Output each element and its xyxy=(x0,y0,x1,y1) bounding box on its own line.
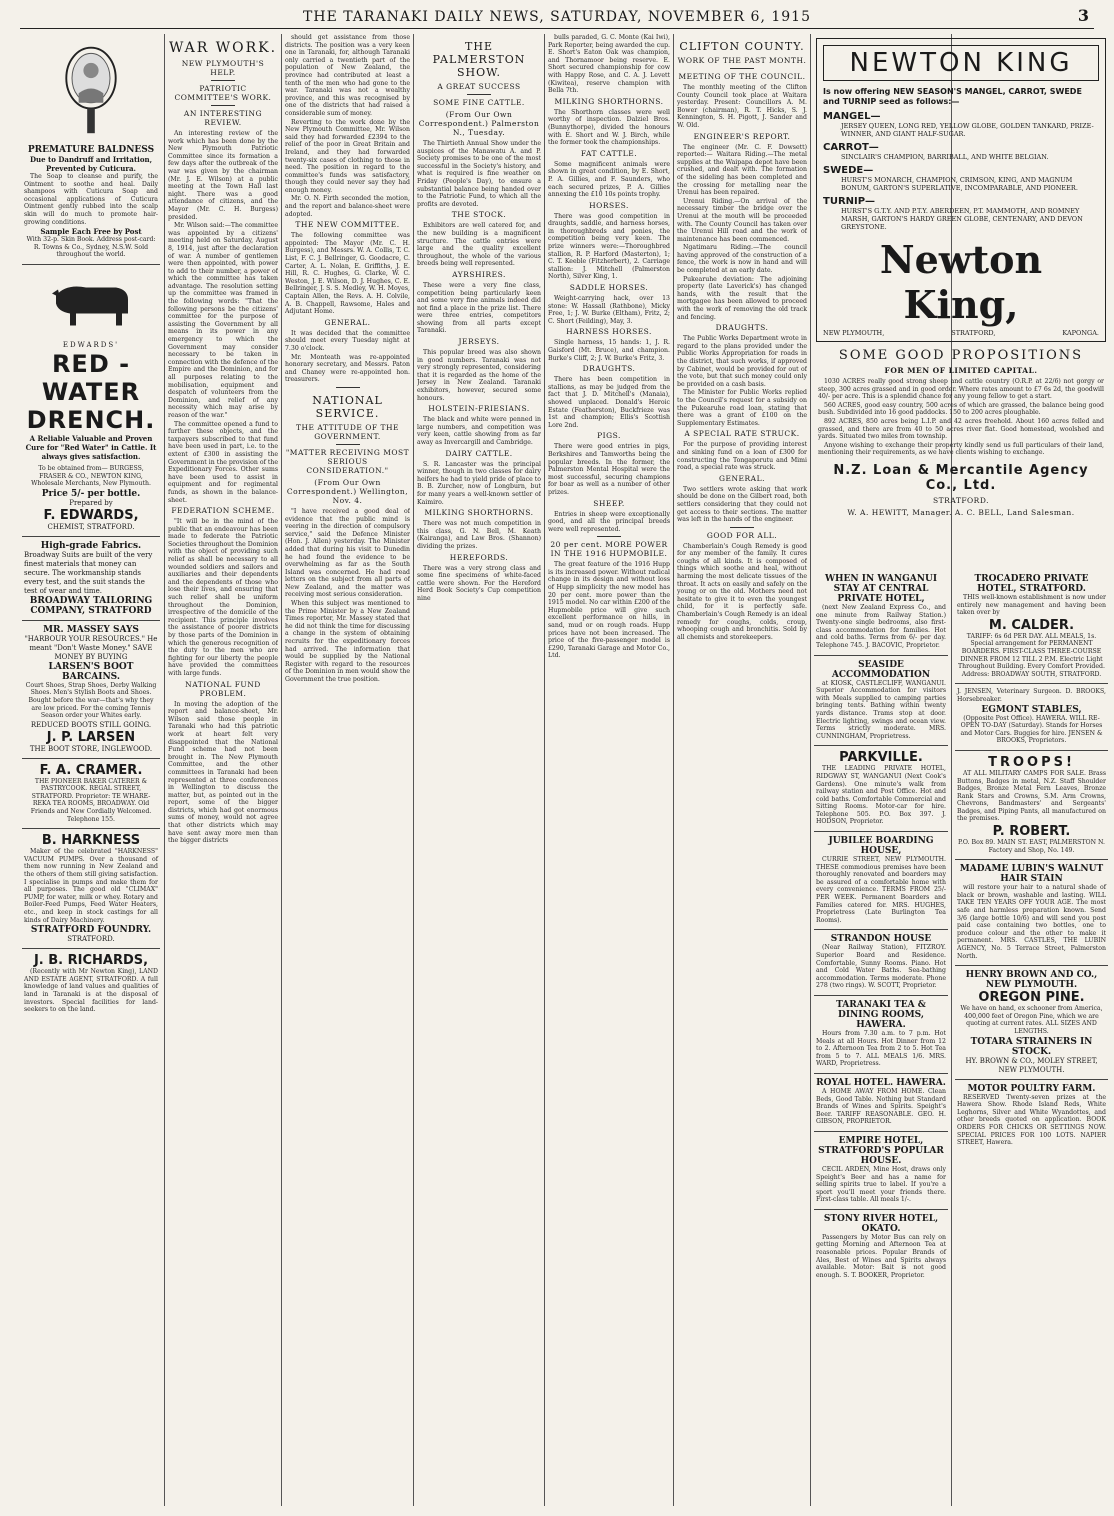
war-work-sub1: NEW PLYMOUTH'S HELP. xyxy=(181,59,265,77)
palmerston-para: There has been competition in stallions, as may be judged from the fact that J. D. Mitchell's (Manaia), showed unplaced. Donald's Heroic Estate (Featherston), Buckfrieze was 1st and champion; Ellis's Scottish Lore 2nd. xyxy=(548,376,670,429)
palmerston-para: bulls paraded, G. C. Monte (Kai Iwi), Park Reporter, being awarded the cup. E. Short's Eaton Oak was champion, and Thornamoor being reserve. E. Short secured championship for cow with Happy Rose, and C. A. J. Levett (Kiwitea), reserve champion with Bella 7th. xyxy=(548,34,670,95)
war-work-para: In moving the adoption of the report and balance-sheet, Mr. Wilson said those people in Taranaki who had this patriotic work at heart felt very disappointed that the National Fund scheme had not been brought in. The New Plymouth Committee, and the other committees in Taranaki had been represented at three conferences in Wellington to discuss the matter, but, as pointed out in the report, some of the bigger districts, which had got enormous sums of money, would not agree that other districts which may have sent away more men than the bigger districts xyxy=(168,700,278,845)
national-service-para: "I have received a good deal of evidence that the public mind is veering in the direction of compulsory service," said the Defence Minister (Hon. J. Allen) yesterday. The Minister added that during his visit to Dunedin he had found the evidence to be overwhelming as far as the South Island was concerned. He had read letters on the subject from all parts of New Zealand, and the matter was receiving most serious consideration. xyxy=(285,507,410,599)
national-service-para: When this subject was mentioned to the Prime Minister by a New Zealand Times reporter, Mr. Massey stated that he did not think the time for discussing a change in the system of obtaining recruits for the expeditionary forces had arrived. The information that would be supplied by the National Register with regard to the resources of the Dominion in men would show the Government the true position. xyxy=(285,600,410,683)
strandon-title: STRANDON HOUSE xyxy=(830,934,932,945)
cramer-ad xyxy=(22,759,160,830)
reduced-boots: REDUCED BOOTS STILL GOING. xyxy=(30,720,152,729)
stony-title: STONY RIVER HOTEL, OKATO. xyxy=(823,1213,939,1234)
hbrown2: HY. BROWN & CO., MOLEY STREET, NEW PLYMOUTH. xyxy=(965,1056,1098,1074)
trocadero-ad xyxy=(955,570,1108,684)
sheep-head: SHEEP. xyxy=(593,498,625,508)
cuticura-ad xyxy=(22,34,160,265)
redwater-sub: A Reliable Valuable and Proven Cure for "Red Water" in Cattle. It always gives satisfaction. xyxy=(25,433,157,461)
cow-illustration xyxy=(46,273,136,333)
nk-new-plymouth: NEW PLYMOUTH, xyxy=(823,329,885,337)
richards-ad xyxy=(22,949,160,1019)
poultry-body: RESERVED Twenty-seven prizes at the Hawera Show. Rhode Island Reds, White Leghorns, Silver and White Wyandottes, and other breeds quoted on application. BOOK ORDERS FOR CHICKS OR SETTINGS NOW. SPECIAL PRICES FOR 100 LOTS. NAPIER STREET, Hawera. xyxy=(957,1093,1106,1147)
newton-king-ad xyxy=(814,34,1108,564)
royal-hotel-ad xyxy=(814,1074,948,1132)
parkville-title: PARKVILLE. xyxy=(839,750,923,766)
column-palmerston-cont xyxy=(548,34,670,1506)
saddle-head: SADDLE HORSES. xyxy=(569,283,649,293)
page-number: 3 xyxy=(1077,6,1090,25)
proposition: 892 ACRES, 850 acres being L.I.P. and 42 acres freehold. About 160 acres felled and grassed, and there are from 40 to 50 acres river flat. Good homestead, woolshed and yards. Situated two miles from township. xyxy=(818,417,1104,441)
strandon-body: (Near Railway Station), FITZROY. Superior Board and Residence. Comfortable, Sunny Rooms. Piano. Hot and Cold Water Baths. Sea-bathing accommodation. Terms moderate. Phone 278 (two rings). W. SCOTT, Proprietor. xyxy=(816,944,946,990)
nk-script: Newton King, xyxy=(879,237,1043,327)
war-work-para: The following committee was appointed: The Mayor (Mr. C. H. Burgess), and Messrs. W. A. Collis, T. C. List, F. C. J. Bellringer, G. Goodacre, C. Carter, A. L. Nolan, E. Griffiths, J. E. Hill, R. C. Hughes, G. Clarke, W. C. Weston, J. E. Wilson, D. J. Hughes, C. E. Bellringer, J. S. S. Medley, W. H. Moyes, Captain Allen, the Revs. A. H. Colvile, A. B. Chappell, Rawsome, Hales and Adjutant Home. xyxy=(285,232,410,316)
palmerston-para: This popular breed was also shown in good numbers. Taranaki was not very strongly represented, considering that it is regarded as the home of the Jersey in New Zealand. Taranaki exhibitors, however, secured some honours. xyxy=(417,349,541,402)
war-work-para: The committee opened a fund to further these objects, and the taxpayers subscribed to that fund have been used in part, i.e. to the extent of £300 in assisting the Government in the provision of the Expeditionary Forces. Other sums have been used to assist in equipment and for regimental funds, as shown in the balance-sheet. xyxy=(168,420,278,504)
jubilee-ad xyxy=(814,832,948,930)
empire-hotel-ad xyxy=(814,1132,948,1210)
palmerston-para: The Thirtieth Annual Show under the auspices of the Manawatu A. and P. Society promises to be one of the most successful in the Society's history, and what is required is fine weather on Friday (People's Day), to ensure a substantial balance being handed over to the Patriotic Fund, to which all the profits are devoted. xyxy=(417,140,541,208)
nk-intro: Is now offering NEW SEASON'S MANGEL, CARROT, SWEDE and TURNIP seed as follows:— xyxy=(823,87,1082,106)
central-body: (next New Zealand Express Co., and one minute from Railway Station.) Twenty-one single bedrooms, also first-class accommodation for families. Hot and cold baths. Terms from 6/- per day. Telephone 745. J. BACOVIC, Proprietor. xyxy=(816,604,946,649)
premature-body: The Soap to cleanse and purify, the Ointment to soothe and heal. Daily shampoos with Cuticura Soap and occasional applications of Cuticura Ointment gently rubbed into the scalp skin will do much to promote hair-growing conditions. xyxy=(24,173,158,226)
general-head: GENERAL. xyxy=(719,473,765,483)
tearooms-body: Hours from 7.30 a.m. to 7 p.m. Hot Meals at all Hours. Hot Dinner from 12 to 2. Afternoon Tea from 2 to 5. Hot Tea from 5 to 7. ALL MEALS 1/6. MRS. WARD, Proprietress. xyxy=(816,1029,946,1068)
royal-title: ROYAL HOTEL. HAWERA. xyxy=(816,1077,946,1088)
clifton-para: Ngatimaru Riding.—The council having approved of the construction of a fence, the work is now in hand and will be completed at an early date. xyxy=(677,244,807,275)
separator xyxy=(467,94,491,95)
cramer-name: F. A. CRAMER. xyxy=(39,762,143,778)
larsen-name: J. P. LARSEN xyxy=(46,729,136,745)
hupmobile-head: 20 per cent. MORE POWER IN THE 1916 HUPMOBILE. xyxy=(550,540,668,559)
empire-title: EMPIRE HOTEL, STRATFORD'S POPULAR HOUSE. xyxy=(818,1135,944,1166)
broadway-name: BROADWAY TAILORING COMPANY, STRATFORD xyxy=(29,595,153,616)
war-work-para: Mr. Monteath was re-appointed honorary secretary, and Messrs. Paton and Chaney were re-appointed hon. treasurers. xyxy=(285,353,410,384)
nk-carrot: CARROT— xyxy=(823,142,879,153)
column-ads-right xyxy=(955,570,1108,1506)
national-service-title: NATIONAL SERVICE. xyxy=(312,393,383,420)
hupmobile-para: The great feature of the 1916 Hupp is its increased power. Without radical change in its design and without loss of Hupp simplicity the new model has 20 per cent. more power than the 1915 model. No car within £200 of the Hupmobile price will give such excellent performance on hills, in sand, mud or on rough roads. Hupp prices have not been increased. The price of the five-passenger model is £290, Taranaki Garage and Motor Co., Ltd. xyxy=(548,561,670,660)
palmerston-para: There was good competition in draughts, saddle, and harness horses, in thoroughbreds and ponies, the competition being very keen. The prize winners were:—Thoroughbred stallion, R. P. Harford (Masterton), 1; C. T. Keeble (Fitzherbert), 2. Carriage stallion: J. Mitchell (Palmerston North), Silver King, 1. xyxy=(548,212,670,281)
troops-body: AT ALL MILITARY CAMPS FOR SALE. Brass Buttons, Badges in metal, N.Z. Staff Shoulder Badges, Bronze Metal Fern Leaves, Bronze Rank Stars and Crowns, S.M. Arm Crowns, Chevrons, Bandmasters' and Sergeants' Badges, and Piping Pants, all manufactured on the premises. xyxy=(957,769,1106,823)
nk-carrot-items: SINCLAIR'S CHAMPION, BARRIBALL, AND WHITE BELGIAN. xyxy=(841,153,1049,161)
central-title: WHEN IN WANGANUI STAY AT CENTRAL PRIVATE HOTEL, xyxy=(824,574,938,604)
harkness-name: B. HARKNESS xyxy=(41,833,141,849)
column-palmerston-show xyxy=(417,34,541,1506)
proposition: Anyone wishing to exchange their property kindly send us full particulars of their land, mentioning their requirements, as we have clients wishing to exchange. xyxy=(818,441,1104,457)
larsen-address: THE BOOT STORE, INGLEWOOD. xyxy=(29,744,153,753)
royal-body: A HOME AWAY FROM HOME. Clean Beds, Good Table. Nothing but Standard Brands of Wines and Spirits. Speight's Beer. TARIFF REASONABLE. GEO. H. GIBSON, PROPRIETOR. xyxy=(816,1087,946,1126)
clifton-para: The engineer (Mr. C. F. Dowsett) reported:— Waitara Riding.—The metal supplies at the Waipapa depot have been crushed, and dealt with. The formation of the sideling has been completed and the crossing for metalling near the Urenui has been repaired. xyxy=(677,143,807,197)
separator xyxy=(730,68,754,69)
clifton-para: Two settlers wrote asking that work should be done on the Gilbert road, both settlers considering that they could not get access to their sections. The matter was left in the hands of the engineer. xyxy=(677,485,807,524)
harkness-body: Maker of the celebrated "HARKNESS" VACUUM PUMPS. Over a thousand of them now running in New Zealand and the others of them still giving satisfaction. I specialise in pumps and make them for all purposes. The good old "CLIMAX" PUMP, for water, milk or whey. Rotary and Boiler-Feed Pumps, Feed Water Heaters, etc., and keep in stock castings for all kinds of Dairy Machinery. xyxy=(24,848,158,924)
edwards-ad xyxy=(22,265,160,537)
clifton-para: The Minister for Public Works replied to the Council's request for a subsidy on the Pukearuhe road loan, stating that there was a grant of £100 on the Supplementary Estimates. xyxy=(677,389,807,427)
stony-body: Passengers by Motor Bus can rely on getting Morning and Afternoon Tea at reasonable prices. Popular Brands of Ales, Best of Wines and Spirits always available. Motor: Bait is not good enough. S. T. BOOKER, Proprietor. xyxy=(816,1233,946,1279)
palmerston-para: The black and white were penned in large numbers, and competition was very keen, cattle showing from as far away as Invercargill and Cambridge. xyxy=(417,416,541,446)
nz-loan-sub: STRATFORD. xyxy=(933,495,989,505)
premature-sample: Sample Each Free by Post xyxy=(40,227,142,237)
horses-head: HORSES. xyxy=(589,200,629,210)
separator xyxy=(211,105,235,106)
national-service-sub: THE ATTITUDE OF THE GOVERNMENT. xyxy=(296,422,399,441)
empire-body: CECIL ARDEN, Mine Host, draws only Speight's Beer and has a name for selling spirits true to label. If you're a sport you'll meet your friends there. First-class table. All meals 1/-. xyxy=(816,1165,946,1204)
ayrshires-head: AYRSHIRES. xyxy=(452,269,506,279)
war-work-para: It was decided that the committee should meet every Tuesday night at 7.30 o'clock. xyxy=(285,329,410,352)
palmerston-sub2: SOME FINE CATTLE. xyxy=(433,98,525,107)
national-service-dateline: (From Our Own Correspondent.) Wellington, Nov. 4. xyxy=(286,477,409,505)
nk-mangel-items: JERSEY QUEEN, LONG RED, YELLOW GLOBE, GOLDEN TANKARD, PRIZE-WINNER, AND GIANT HALF-SUGAR. xyxy=(841,122,1094,138)
seaside-title: SEASIDE ACCOMMODATION xyxy=(831,659,931,680)
egmont-body: (Opposite Post Office). HAWERA. WILL RE-OPEN TO-DAY (Saturday). Stands for Horses and Motor Cars. Buggies for hire. JENSEN & BROOKS, Proprietors. xyxy=(960,714,1103,745)
nk-locations xyxy=(823,329,1099,337)
robert-name: P. ROBERT. xyxy=(992,824,1071,840)
clifton-title: CLIFTON COUNTY. xyxy=(679,40,805,53)
column-rule xyxy=(164,34,165,1506)
masthead-title: THE TARANAKI DAILY NEWS, SATURDAY, NOVEMBER 6, 1915 xyxy=(303,9,811,25)
column-rule xyxy=(544,34,545,1506)
poultry-ad xyxy=(955,1080,1108,1152)
egmont-title: EGMONT STABLES, xyxy=(981,704,1082,715)
broadway-body: Broadway Suits are built of the very finest materials that money can secure. The workmanship stands every test, and the suit stands the test of wear and time. xyxy=(24,550,153,595)
troops-title: TROOPS! xyxy=(988,754,1075,770)
separator xyxy=(597,536,621,537)
larsen-body: Court Shoes, Strap Shoes, Derby Walking Shoes. Men's Stylish Boots and Shoes. Bought before the war—that's why they are low priced. For the coming Tennis Season order your Whites early. xyxy=(25,681,157,720)
trocadero-title: TROCADERO PRIVATE HOTEL, STRATFORD. xyxy=(974,574,1089,594)
war-work-para: "It will be in the mind of the public that an endeavour has been made to federate the Patriotic Societies throughout the Dominion with the object of providing such relief as shall be necessary to all wounded soldiers and sailors and auxiliaries and their dependents and the dependents of those who lose their lives, and ensuring that such relief shall be uniform throughout the Dominion, irrespective of the domicile of the recipient. This principle involves the assistance of poorer districts by those parts of the Dominion in which the generous recognition of the duty to the men who are fighting for our liberty the people have provided the committees with large funds. xyxy=(168,518,278,677)
clifton-para: Urenui Riding.—On arrival of the necessary timber the bridge over the Urenui at the mouth will be proceeded with. The County Council has taken over the Urenui Hill road and the work of maintenance has been commenced. xyxy=(677,197,807,243)
oregon-body: We have on hand, ex schooner from America, 400,000 feet of Oregon Pine, which we are quoting at current rates. ALL SIZES AND LENGTHS. xyxy=(960,1005,1103,1035)
lubin-ad xyxy=(955,860,1108,966)
larsen-ad xyxy=(22,621,160,759)
poultry-title: MOTOR POULTRY FARM. xyxy=(967,1083,1096,1094)
trocadero-body: THIS well-known establishment is now under entirely new management and having been taken over by xyxy=(957,594,1106,617)
herefords-head: HEREFORDS. xyxy=(449,552,509,562)
parkville-body: THE LEADING PRIVATE HOTEL, RIDGWAY ST, WANGANUI (Next Cook's Gardens). One minute's walk from railway station and Post Office. Hot and cold baths. Comfortable Commercial and Sitting Rooms. Motor-car for hire. Telephone 505. P.O. Box 397. J. HODSON, Proprietor. xyxy=(816,765,946,826)
draughts-head: DRAUGHTS. xyxy=(582,364,636,374)
tearooms-title: TARANAKI TEA & DINING ROOMS, HAWERA. xyxy=(836,999,926,1030)
totara-title: TOTARA STRAINERS IN STOCK. xyxy=(970,1036,1093,1057)
seaside-body: at KIOSK, CASTLECLIFF, WANGANUI. Superior Accommodation for visitors with Meals supplied to camping parties bringing tents. Bathing within twenty yards distance. Trams stop at door. Electric lighting, swings and ocean view. Terms strictly moderate. MRS. CUNNINGHAM, Proprietress. xyxy=(816,679,946,740)
clifton-sub1: WORK OF THE PAST MONTH. xyxy=(677,56,807,65)
column-rule xyxy=(281,34,282,1506)
hand-mirror-illustration xyxy=(46,42,136,137)
milking-head: MILKING SHORTHORNS. xyxy=(424,508,534,518)
separator xyxy=(211,80,235,81)
calder-body: TARIFF: 6s 6d PER DAY. ALL MEALS, 1s. Special arrangement for PERMANENT BOARDERS. FIRST-CLASS THREE-COURSE DINNER FROM 12 TILL 2 P.M. Electric Light Throughout Building. Every Comfort Provided. Address: BROADWAY SOUTH, STRATFORD. xyxy=(958,632,1105,678)
good-for-all-head: GOOD FOR ALL. xyxy=(706,530,778,540)
central-hotel-ad xyxy=(814,570,948,656)
milking-head: MILKING SHORTHORNS. xyxy=(554,96,664,106)
clifton-para: Pukearuhe deviation: The adjoining property (late Laverick's) has changed hands, with the result that the mortgagee has been allowed to proceed with the work of removing the old track and fencing. xyxy=(677,275,807,321)
fat-cattle-head: FAT CATTLE. xyxy=(580,148,638,158)
nk-title: NEWTON KING xyxy=(823,45,1099,81)
nk-swede: SWEDE— xyxy=(823,165,874,176)
stony-river-ad xyxy=(814,1210,948,1285)
jubilee-body: CURRIE STREET, NEW PLYMOUTH. THESE commodious premises have been thoroughly renovated and boarders may be assured of a comfortable home with every convenience. TERMS FROM 25/- PER WEEK. Permanent Boarders and Families catered for. MRS. HUGHES, Proprietress (Late Burlington Tea Rooms). xyxy=(816,856,946,924)
seaside-ad xyxy=(814,656,948,747)
separator xyxy=(730,527,754,528)
some-good-title: SOME GOOD PROPOSITIONS xyxy=(838,348,1084,363)
separator xyxy=(336,387,360,388)
column-rule xyxy=(673,34,674,1506)
column-ads-left xyxy=(22,34,160,1506)
some-good-sub: FOR MEN OF LIMITED CAPITAL. xyxy=(884,366,1038,375)
richards-body: (Recently with Mr Newton King), LAND AND ESTATE AGENT, STRATFORD. A full knowledge of land values and qualities of land in Taranaki is at the disposal of investors. Special facilities for land-seekers to on the land. xyxy=(24,968,158,1014)
highgrade-title: High-grade Fabrics. xyxy=(40,540,142,551)
proposition: 1030 ACRES really good strong sheep and cattle country (O.R.P. at 22/6) not gorgy or steep, 300 acres grassed and in good order. Where rates amount to £7 6s 2d, the goodwill 40/- per acre. This is a splendid chance for any young fellow to get a start. xyxy=(818,378,1104,401)
lubin-body: will restore your hair to a natural shade of black or brown, washable and lasting. WILL TAKE TEN YEARS OFF YOUR AGE. The most safe and harmless preparation known. Send 3/6 (large bottle 10/6) and will send you post paid case containing two bottles, one to produce colour and the other to make it permanent. MRS. CASTLES, THE LUBIN AGENCY, No. 5 Terrace Street, Palmerston North. xyxy=(957,884,1106,960)
tearooms-ad xyxy=(814,996,948,1074)
foundry-name: STRATFORD FOUNDRY. xyxy=(30,925,152,936)
premature-sub: Due to Dandruff and Irritation, Prevented by Cuticura. xyxy=(29,155,153,173)
richards-name: J. B. RICHARDS, xyxy=(33,953,149,969)
column-rule xyxy=(810,34,811,1506)
pigs-head: PIGS. xyxy=(597,431,621,441)
war-work-para: should get assistance from those districts. The position was a very keen one in Taranaki, for, although Taranaki only carried a twentieth part of the population of New Zealand, the province had contributed at least a tenth of the men who had gone to the war. Taranaki was not a wealthy province, and this was recognised by one of the districts that had raised a considerable sum of money. xyxy=(285,34,410,117)
prepared-by: Prepared by xyxy=(69,498,113,507)
proposition: 560 ACRES, good easy country, 500 acres of which are grassed, the balance being good bush. Subdivided into 16 good paddocks. 150 to 200 acres ploughable. xyxy=(818,401,1104,417)
fedwards-name: F. EDWARDS, xyxy=(43,507,139,523)
palmerston-para: Single harness, 15 hands: 1, J. R. Gaisford (Mt. Bruce), and champion. Burke's Cliff, 2; J. W. Burke's Fritz, 3. xyxy=(548,339,670,362)
palmerston-para: There were good entries in pigs, Berkshires and Tamworths being the popular breeds. In the former, the Palmerston Mental Hospital were the most successful, securing champions for boar as well as a number of other prizes. xyxy=(548,443,670,496)
draughts-head: DRAUGHTS. xyxy=(715,323,769,333)
war-work-para: Reverting to the work done by the New Plymouth Committee, Mr. Wilson said they had forwarded £2394 to the relief of the poor in Great Britain and Ireland, and they had forwarded twenty-six cases of clothing to those in need. The position in regard to the committee's funds was satisfactory, though they could never say they had enough money. xyxy=(285,118,410,194)
premature-title: PREMATURE BALDNESS xyxy=(27,145,155,155)
nk-swede-items: HURST'S MONARCH, CHAMPION, CRIMSON, KING, AND MAGNUM BONUM, GARTON'S SUPERLATIVE, INCOMPARABLE, AND PIONEER. xyxy=(841,176,1078,192)
massey-quote: "HARBOUR YOUR RESOURCES." He meant "Don't Waste Money." SAVE MONEY BY BUYING xyxy=(24,634,158,661)
general-head: GENERAL. xyxy=(324,317,371,327)
palmerston-dateline: (From Our Own Correspondent.) Palmerston N., Tuesday. xyxy=(418,110,540,137)
column-hotels xyxy=(814,570,948,1506)
special-rate-head: A SPECIAL RATE STRUCK. xyxy=(684,429,800,439)
oregon-ad xyxy=(955,966,1108,1079)
strandon-ad xyxy=(814,930,948,996)
jubilee-title: JUBILEE BOARDING HOUSE, xyxy=(828,836,934,857)
nz-loan-title: N.Z. Loan & Mercantile Agency Co., Ltd. xyxy=(833,462,1089,493)
engineer-head: ENGINEER'S REPORT. xyxy=(693,131,791,141)
redwater-obtained: To be obtained from— BURGESS, FRASER & CO., NEWTON KING, Wholesale Merchants, New Plymouth. xyxy=(31,464,151,488)
federation-head: FEDERATION SCHEME. xyxy=(171,506,275,516)
nk-turnip: TURNIP— xyxy=(823,196,876,207)
column-war-work-cont xyxy=(285,34,410,1506)
palmerston-para: There was a very strong class and some fine specimens of white-faced cattle were shown. For the Hereford Herd Book Society's Cup competition nine xyxy=(417,564,541,602)
war-work-sub3: AN INTERESTING REVIEW. xyxy=(183,109,263,127)
palmerston-para: Exhibitors are well catered for, and the new building is a magnificent structure. The cattle entries were large and the quality excellent throughout, the whole of the various breeds being well represented. xyxy=(417,222,541,268)
war-work-sub2: PATRIOTIC COMMITTEE'S WORK. xyxy=(174,84,272,102)
war-work-para: Mr. O. N. Firth seconded the motion, and the report and balance-sheet were adopted. xyxy=(285,195,410,218)
separator xyxy=(336,444,360,445)
nk-mangel: MANGEL— xyxy=(823,111,881,122)
redwater-price: Price 5/- per bottle. xyxy=(41,488,141,499)
massey-title: MR. MASSEY SAYS xyxy=(43,624,139,635)
jensen-line: J. JENSEN, Veterinary Surgeon. D. BROOKS, Horsebreaker. xyxy=(957,688,1106,703)
clifton-para: The monthly meeting of the Clifton County Council took place at Waitara yesterday. Present: Councillors A. M. Bower (chairman), R. T. Hicks, S. J. Kennington, S. H. Pigott, J. Sander and W. Old. xyxy=(677,84,807,129)
war-work-para: Mr. Wilson said:—The committee was appointed by a citizens' meeting held on Saturday, August 8, 1914, just after the declaration of war. A number of gentlemen were then appointed, with power to add to their number, a power of which the committee has taken advantage. The resolution setting up the committee was framed in the following words: "That the following persons be the citizens' committee for the purpose of assisting the Government by all means in its power in any emergency to which the Government may consider necessary to be taken in connection with the defence of the Empire and the Dominion, and for all purposes relating to the mobilisation, equipment and despatch of volunteers from the Dominion, and relief of any necessity which may arise by reason of the war." xyxy=(168,222,278,419)
oregon-title: OREGON PINE. xyxy=(978,990,1085,1006)
hbrown-title: HENRY BROWN AND CO., NEW PLYMOUTH. xyxy=(965,970,1098,991)
harness-head: HARNESS HORSES. xyxy=(566,327,652,337)
nk-turnip-items: HURST'S G.T.Y. AND P.T.Y. ABERDEEN, P.T. MAMMOTH, AND ROMNEY MARSH, GARTON'S HARDY GREEN GLOBE, CENTENARY, AND DEVON GREYSTONE. xyxy=(841,207,1083,231)
robert-body: P.O. Box 89. MAIN ST. EAST, PALMERSTON N. Factory and Shop, No. 149. xyxy=(958,839,1105,854)
palmerston-para: These were a very fine class, competition being particularly keen and some very fine animals indeed did not find a place in the prize list. There were three entries, competitors showing from all parts except Taranaki. xyxy=(417,281,541,335)
war-work-para: An interesting review of the work which has been done by the New Plymouth Patriotic Committee since its formation a few days after the outbreak of the war was given by the chairman (Mr. J. E. Wilson) at a public meeting at the Town Hall last night. There was a good attendance of citizens, and the Mayor (Mr. C. H. Burgess) presided. xyxy=(168,130,278,221)
clifton-sub2: MEETING OF THE COUNCIL. xyxy=(678,72,806,81)
redwater-title: RED - WATER DRENCH. xyxy=(26,349,156,434)
lubin-title: MADAME LUBIN'S WALNUT HAIR STAIN xyxy=(959,864,1104,885)
dairy-head: DAIRY CATTLE. xyxy=(445,448,513,458)
newton-king-box xyxy=(816,38,1106,342)
parkville-ad xyxy=(814,746,948,832)
nz-loan-staff: W. A. HEWITT, Manager. A. C. BELL, Land Salesman. xyxy=(847,507,1075,517)
larsen-bargains: LARSEN'S BOOT BARCAINS. xyxy=(48,661,134,682)
edwards-label: EDWARDS' xyxy=(62,340,120,349)
cramer-body: THE PIONEER BAKER CATERER & PASTRYCOOK. REGAL STREET, STRATFORD. Proprietor: TE WHARE-REKA TEA ROOMS, BROADWAY. Old Friends and New Cordially Welcomed. Telephone 155. xyxy=(30,777,152,823)
national-fund-head: NATIONAL FUND PROBLEM. xyxy=(185,679,261,698)
stock-head: THE STOCK. xyxy=(451,210,507,220)
clifton-para: For the purpose of providing interest and sinking fund on a loan of £300 for constructing the Tongaporutu and Mimi road, a special rate was struck. xyxy=(677,441,807,472)
chamberlain-para: Chamberlain's Cough Remedy is good for any member of the family. It cures coughs of all kinds. It is composed of things which soothe and heal, without harming the most delicate tissues of the throat. It acts on easily and safely on the young or on the old. Mothers need not hesitate to give it to even the youngest child, for it is perfectly safe. Chamberlain's Cough Remedy is an ideal remedy for coughs, colds, croup, whooping cough and bronchitis. Sold by all chemists and storekeepers. xyxy=(677,542,807,641)
palmerston-para: Entries in sheep were exceptionally good, and all the principal breeds were well represented. xyxy=(548,510,670,533)
palmerston-title: THE PALMERSTON SHOW. xyxy=(432,40,526,79)
palmerston-para: The Shorthorn classes were well worthy of inspection. Dalziel Bros. (Bunnythorpe), divided the honours with E. Short and W. J. Birch, while the former took the championships. xyxy=(548,108,670,147)
nk-kaponga: KAPONGA. xyxy=(1062,329,1099,337)
chemist-label: CHEMIST, STRATFORD. xyxy=(47,522,135,531)
war-work-title: WAR WORK. xyxy=(168,40,278,56)
column-war-work xyxy=(168,34,278,1506)
nk-stratford: STRATFORD, xyxy=(951,329,996,337)
palmerston-para: There was not much competition in this class, G. N. Bell, M. Keath (Kairanga), and Law Bros. (Shannon) dividing the prizes. xyxy=(417,520,541,550)
harkness-ad xyxy=(22,829,160,949)
troops-ad xyxy=(955,751,1108,860)
palmerston-para: Weight-carrying hack, over 13 stone: W. Hassall (Rathbone), Micky Free, 1; J. W. Burke (Eltham), Fritz, 2; C. Short (Feilding), May, 3. xyxy=(548,295,670,325)
broadway-ad xyxy=(22,537,160,621)
column-rule xyxy=(413,34,414,1506)
clifton-para: The Public Works Department wrote in regard to the plans provided under the Public Works Appropriation for roads in the district, that such works, if approved by Cabinet, would be provided for out of the vote, but that such money could only be provided on a cash basis. xyxy=(677,335,807,388)
national-service-sub2: "MATTER RECEIVING MOST SERIOUS CONSIDERATION." xyxy=(285,447,410,475)
palmerston-para: Some magnificent animals were shown in great condition, by E. Short, P. A. Gillies, and F. Saunders, who each secured prizes, P. A. Gillies annexing the £10 10s points trophy. xyxy=(548,160,670,199)
jerseys-head: JERSEYS. xyxy=(458,337,500,347)
calder-name: M. CALDER. xyxy=(988,617,1075,633)
column-clifton-county xyxy=(677,34,807,1506)
palmerston-para: S. R. Lancaster was the principal winner, though in two classes for dairy heifers he had to yield pride of place to B. B. Zurcher, now of Longburn, but for many years a well-known settler of Kaimiro. xyxy=(417,460,541,506)
holstein-head: HOLSTEIN-FRIESIANS. xyxy=(428,404,530,414)
palmerston-sub1: A GREAT SUCCESS xyxy=(437,82,521,91)
new-committee-head: THE NEW COMMITTEE. xyxy=(295,220,400,230)
premature-address: With 32-p. Skin Book. Address post-card: R. Towns & Co., Sydney, N.S.W. Sold throughout the world. xyxy=(26,236,156,259)
foundry-sub: STRATFORD. xyxy=(67,935,115,944)
nz-loan-ad xyxy=(814,348,1108,517)
egmont-ad xyxy=(955,684,1108,751)
masthead xyxy=(20,6,1094,29)
